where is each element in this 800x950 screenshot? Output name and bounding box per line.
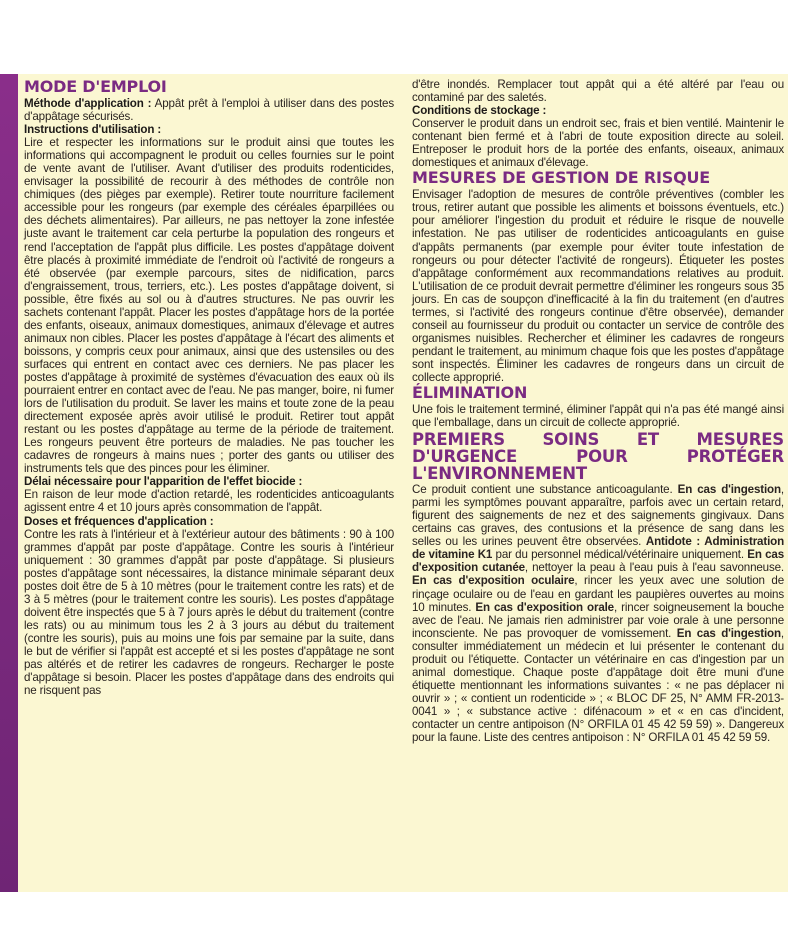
soins-text-1: Ce produit contient une substance anticoagulante. — [412, 483, 678, 497]
doses-label: Doses et fréquences d'application : — [24, 514, 214, 528]
stockage-text: Conserver le produit dans un endroit sec, frais et bien ventilé. Maintenir le contenant bien fermé et à l'abri de toute exposition directe au soleil. Entreposer le produit hors de la portée des enfants, oiseaux, animaux domestiques et animaux d'élevage. — [412, 117, 784, 170]
purple-side-bar — [0, 74, 18, 892]
methode-label: Méthode d'application : — [24, 97, 152, 110]
mode-emploi-title: MODE D'EMPLOI — [24, 77, 167, 96]
delai-label: Délai nécessaire pour l'apparition de l'effet biocide : — [24, 475, 303, 489]
premiers-soins-text — [412, 483, 784, 744]
soins-bold-ingestion-2: En cas d'ingestion — [676, 626, 781, 640]
delai-text: En raison de leur mode d'action retardé, les rodenticides anticoagulants agissent entre 4 et 10 jours après consommation de l'appât. — [24, 488, 394, 515]
soins-text-3: par du personnel médical/vétérinaire uniquement. — [492, 548, 748, 562]
elimination-text: Une fois le traitement terminé, éliminer l'appât qui n'a pas été mangé ainsi que l'emballage, dans un circuit de collecte approprié. — [412, 403, 784, 430]
soins-text-7: , consulter immédiatement un médecin et lui présenter le contenant du produit ou l'étiquette. Contacter un vétérinaire en cas d'ingestion par un animal domestique. Chaque poste d'appâtage doit être muni d'une étiquette mentionnant les informations suivantes : « ne pas déplacer ni ouvrir » ; « contient un rodenticide » ; « BLOC DF 25, N° AMM FR-2013-0041 » ; « substance active : difénacoum » et « en cas d'incident, contacter un centre antipoison (N° ORFILA 01 45 42 59 59) ». Dangereux pour la faune. Liste des centres antipoison : N° ORFILA 01 45 42 59 59. — [412, 626, 784, 745]
stockage-label: Conditions de stockage : — [412, 104, 547, 118]
soins-text-2: , parmi les symptômes pouvant apparaître, parfois avec un certain retard, figurent des saignements de nez et des saignements gingivaux. Dans certains cas graves, des contusions et la présence de sang dans les selles ou les urines peuvent être observées. — [412, 483, 784, 549]
elimination-title: ÉLIMINATION — [412, 383, 528, 403]
soins-text-6: , rincer soigneusement la bouche avec de l'eau. Ne jamais rien administrer par voie orale à une personne inconsciente. Ne pas provoquer de vomissement. — [412, 600, 784, 640]
soins-bold-orale: En cas d'exposition orale — [475, 600, 614, 614]
methode-paragraph — [24, 97, 394, 123]
soins-text-4: , nettoyer la peau à l'eau puis à l'eau savonneuse. — [524, 561, 784, 575]
soins-text-5: , rincer les yeux avec une solution de rinçage oculaire ou de l'eau en gardant les paupières ouvertes au moins 10 minutes. — [412, 574, 784, 614]
risque-title: MESURES DE GESTION DE RISQUE — [412, 168, 711, 188]
premiers-soins-title: PREMIERS SOINS ET MESURES D'URGENCE POUR PROTÉGER L'ENVIRONNEMENT — [412, 430, 784, 484]
methode-text: Appât prêt à l'emploi à utiliser dans des postes d'appâtage sécurisés. — [24, 97, 394, 124]
soins-bold-ingestion: En cas d'ingestion — [677, 483, 781, 497]
soins-bold-oculaire: En cas d'exposition oculaire — [412, 574, 575, 588]
instructions-label: Instructions d'utilisation : — [24, 123, 162, 137]
soins-bold-antidote: Antidote : Administration de vitamine K1 — [412, 535, 785, 562]
instructions-text: Lire et respecter les informations sur le produit ainsi que toutes les informations qui accompagnent le produit ou celles fournies sur le point de vente avant de l'utiliser. Avant d'utiliser des produits rodenticides, envisager la possibilité de recourir à des méthodes de contrôle non chimiques (des pièges par exemple). Retirer toute nourriture facilement accessible pour les rongeurs (par exemple des céréales éparpillées ou des déchets alimentaires). Par ailleurs, ne pas nettoyer la zone infestée juste avant le traitement car cela perturbe la population des rongeurs et rend l'acceptation de l'appât plus difficile. Les postes d'appâtage doivent être placés à proximité immédiate de l'endroit où l'activité de rongeurs a été observée (par exemple parcours, sites de nidification, parcs d'engraissement, trous, terriers, etc.). Les postes d'appâtage doivent, si possible, être fixés au sol ou à d'autres structures. Ne pas ouvrir les sachets contenant l'appât. Placer les postes d'appâtage hors de la portée des enfants, oiseaux, animaux domestiques, animaux d'élevage et autres animaux non cibles. Placer les postes d'appâtage à l'écart des aliments et boissons, y compris ceux pour animaux, ainsi que des ustensiles ou des surfaces qui entrent en contact avec ces derniers. Ne pas placer les postes d'appâtage à proximité de systèmes d'évacuation des eaux où ils pourraient entrer en contact avec de l'eau. Ne pas manger, boire, ni fumer lors de l'utilisation du produit. Se laver les mains et toute zone de la peau directement exposée après avoir utilisé le produit. Retirer tout appât restant ou les postes d'appâtage au terme de la période de traitement. Les rongeurs peuvent être porteurs de maladies. Ne pas toucher les cadavres de rongeurs à mains nues ; porter des gants ou utiliser des instruments tels que des pinces pour les éliminer. — [24, 136, 394, 476]
doses-text: Contre les rats à l'intérieur et à l'extérieur autour des bâtiments : 90 à 100 grammes d'appât par poste d'appâtage. Contre les souris à l'intérieur uniquement : 30 grammes d'appât par poste d'appâtage. Si plusieurs postes d'appâtage sont nécessaires, la distance minimale séparant deux postes doit être de 5 à 10 mètres (pour le traitement contre les rats) et de 3 à 5 mètres (pour le traitement contre les souris). Les postes d'appâtage doivent être inspectés que 5 à 7 jours après le début du traitement (contre les rats) ou au minimum tous les 2 à 3 jours au début du traitement (contre les souris), puis au moins une fois par semaine par la suite, dans le but de vérifier si l'appât est accepté et si les postes d'appâtage ne sont pas altérés et de retirer les cadavres de rongeurs. Recharger le poste d'appâtage si besoin. Placer les postes d'appâtage dans des endroits qui ne risquent pas — [24, 527, 394, 698]
risque-text: Envisager l'adoption de mesures de contrôle préventives (combler les trous, retirer autant que possible les aliments et boissons éventuels, etc.) pour améliorer l'ingestion du produit et réduire le risque de nouvelle infestation. Ne pas utiliser de rodenticides anticoagulants en guise d'appâts permanents (par exemple pour éviter toute infestation de rongeurs ou pour détecter l'activité de rongeurs). Étiqueter les postes d'appâtage conformément aux recommandations relatives au produit. L'utilisation de ce produit devrait permettre d'éliminer les rongeurs sous 35 jours. En cas de soupçon d'inefficacité à la fin du traitement (en d'autres termes, si l'activité des rongeurs continue d'être observée), demander conseil au fournisseur du produit ou contacter un service de contrôle des organismes nuisibles. Rechercher et éliminer les cadavres de rongeurs pendant le traitement, au minimum chaque fois que les postes d'appâtage sont inspectés. Éliminer les cadavres de rongeurs dans un circuit de collecte approprié. — [412, 188, 784, 384]
continued-text: d'être inondés. Remplacer tout appât qui a été altéré par l'eau ou contaminé par des saletés. — [412, 78, 784, 105]
left-column — [24, 78, 394, 697]
soins-bold-cutanee: En cas d'exposition cutanée — [412, 548, 784, 575]
right-column — [412, 78, 784, 744]
